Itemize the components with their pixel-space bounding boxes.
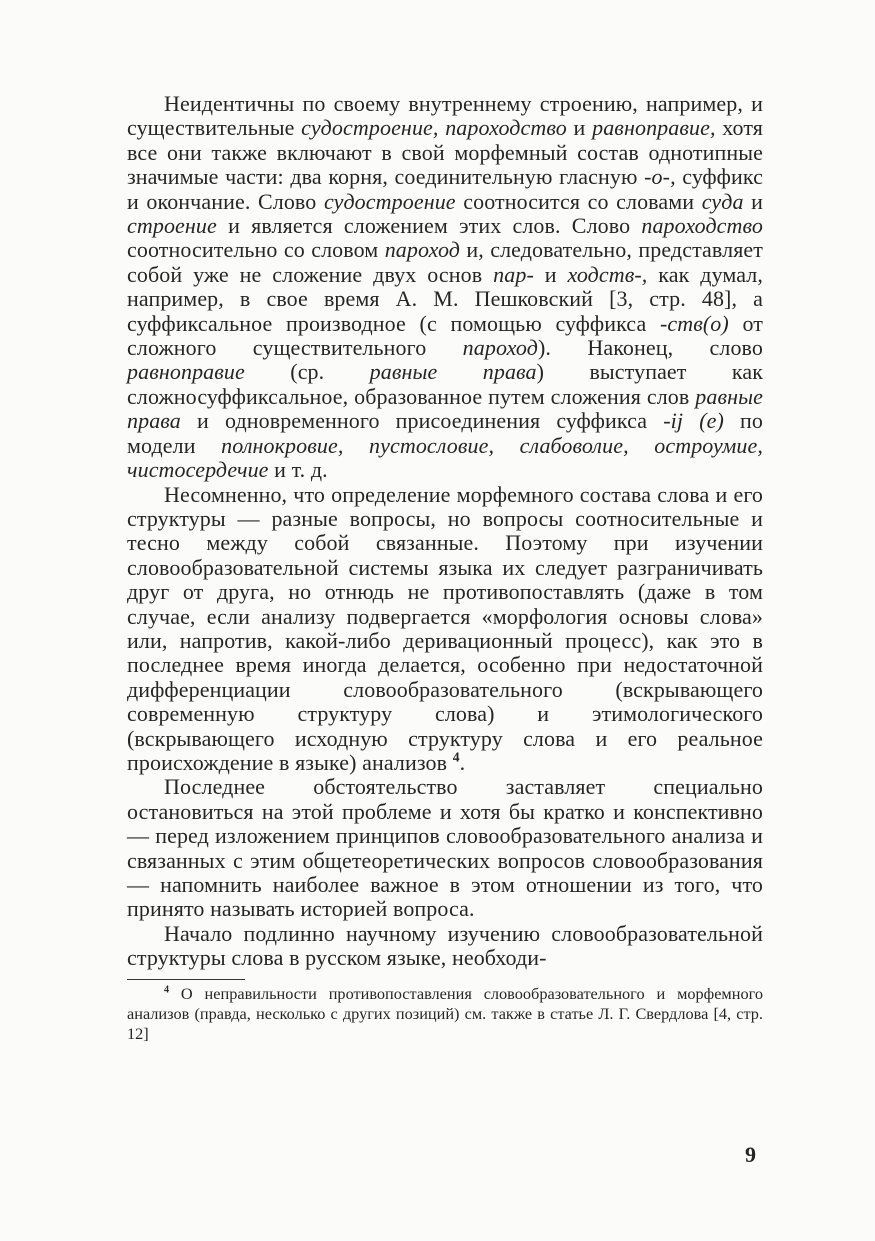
paragraph-4: Начало подлинно научному изучению словообразовательной структуры слова в русском языке, необходи- bbox=[127, 920, 763, 971]
italic-term: строение bbox=[127, 213, 217, 239]
paragraph-1 bbox=[127, 92, 763, 483]
italic-term: равные права bbox=[127, 383, 763, 434]
italic-term: равноправие, bbox=[592, 115, 716, 141]
text-run: Неидентичны по своему внутреннему строению, например, и существительные bbox=[127, 91, 763, 141]
text-run: соотносится со словами bbox=[455, 188, 702, 214]
italic-term: -ств(о) bbox=[659, 310, 729, 336]
text-run: суффикс и окончание. Слово bbox=[127, 164, 763, 214]
paragraph-2-text: Несомненно, что определение морфемного состава слова и его структуры — разные вопросы, но вопросы соотносительные и тесно между собой связанные. Поэтому при изучении словообразовательной системы языка их следует разграничивать друг от друга, но отнюдь не противопоставлять (даже в том случае, если анализу подвергается «морфология основы слова» или, напротив, какой-либо деривационный процесс), как это в последнее время иногда делается, особенно при недостаточной дифференциации словообразовательного (вскрывающего современную структуру слова) и этимологического (вскрывающего исходную структуру слова и его реальное происхождение в языке) анализов bbox=[127, 481, 763, 775]
text-run: (ср. bbox=[244, 359, 370, 385]
italic-term: равные права bbox=[369, 359, 537, 385]
italic-term: -ij (е) bbox=[663, 408, 724, 434]
text-run: по модели bbox=[127, 408, 764, 458]
text-run: и bbox=[743, 188, 763, 214]
italic-term: пароход bbox=[384, 237, 461, 263]
text-run: от сложного существительного bbox=[127, 310, 763, 361]
text-run: ) выступает как сложносуффиксальное, образованное путем сложения слов bbox=[127, 359, 763, 409]
italic-term: пароходство bbox=[641, 213, 763, 239]
page-number: 9 bbox=[745, 1142, 756, 1167]
paragraph-3: Последнее обстоятельство заставляет специально остановиться на этой проблеме и хотя бы кратко и конспективно — перед изложением принципов словообразовательного анализа и связанных с этим общетеоретических вопросов словообразования — напомнить наиболее важное в этом отношении из того, что принято называть историей вопроса. bbox=[127, 774, 763, 922]
italic-term: пар- bbox=[493, 261, 534, 287]
text-run: хотя все они также включают в свой морфемный состав однотипные значимые части: два корня, соединительную гласную bbox=[127, 115, 763, 190]
text-run: и bbox=[566, 115, 593, 141]
footnote-mark: 4 bbox=[164, 984, 170, 996]
italic-term: судостроение bbox=[323, 188, 456, 214]
italic-term: суда bbox=[701, 188, 744, 214]
italic-term: равноправие bbox=[127, 359, 245, 385]
italic-term: пароход bbox=[462, 335, 538, 361]
text-run: и одновременного присоединения суффикса bbox=[180, 408, 664, 434]
footnote-divider bbox=[127, 979, 245, 980]
italic-term: ходств-, bbox=[567, 261, 648, 287]
footnote-4 bbox=[127, 984, 763, 1044]
italic-term: судостроение, пароходство bbox=[301, 115, 567, 141]
text-run: и т. д. bbox=[268, 457, 328, 483]
footnote-ref-4: 4 bbox=[452, 749, 460, 765]
page-body bbox=[127, 92, 763, 1044]
text-run: и, следовательно, представляет собой уже не сложение двух основ bbox=[127, 237, 763, 287]
italic-term: полнокровие, пустословие, слабоволие, остроумие, чистосердечие bbox=[127, 432, 763, 483]
text-run: и bbox=[533, 261, 568, 287]
paragraph-2-end: . bbox=[459, 749, 466, 775]
text-run: ). Наконец, слово bbox=[537, 335, 763, 361]
text-run: как думал, например, в свое время А. М. Пешковский [3, стр. 48], а суффиксальное производное (с помощью суффикса bbox=[127, 261, 763, 336]
text-run: соотносительно со словом bbox=[127, 237, 385, 263]
paragraph-2 bbox=[127, 483, 763, 776]
italic-term: -о-, bbox=[644, 164, 676, 190]
footnote-text: О неправильности противопоставления словообразовательного и морфемного анализов (правда, несколько с других позиций) см. также в статье Л. Г. Свердлова [4, стр. 12] bbox=[127, 983, 763, 1043]
text-run: и является сложением этих слов. Слово bbox=[216, 213, 642, 239]
